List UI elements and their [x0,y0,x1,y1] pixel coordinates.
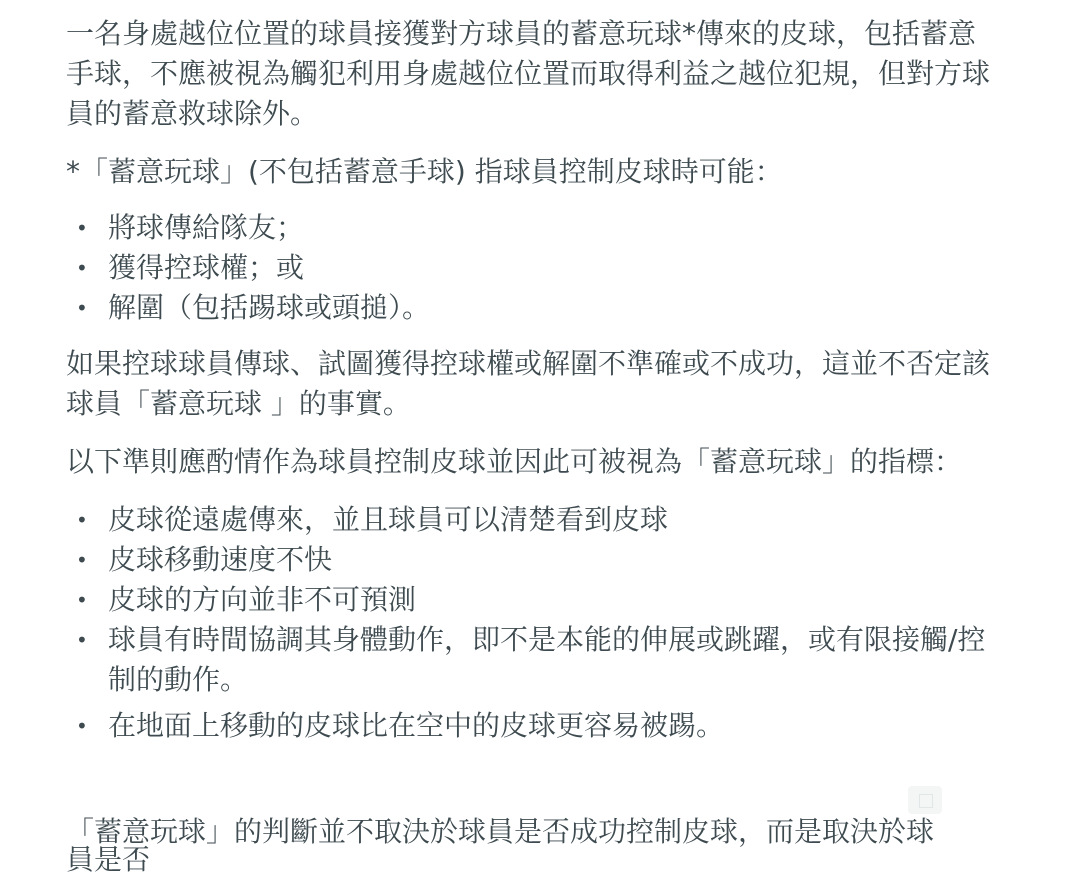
paragraph-inaccurate-play: 如果控球球員傳球、試圖獲得控球權或解圍不準確或不成功，這並不否定該球員「蓄意玩球 」的事實。 [66,347,991,420]
bullet-icon: • [76,588,88,612]
bullet-icon: • [76,714,88,738]
bullet-icon: • [76,216,88,240]
criteria-list [66,500,996,746]
list-item: • 將球傳給隊友； [66,208,996,248]
paragraph-criteria-intro: 以下準則應酌情作為球員控制皮球並因此可被視為「蓄意玩球」的指標： [66,445,963,478]
bullet-icon: • [76,296,88,320]
bullet-icon: • [76,548,88,572]
list-item: • 球員有時間協調其身體動作，即不是本能的伸展或跳躍，或有限接觸/控制的動作。 [66,620,996,700]
bullet-icon: • [76,628,88,652]
list-item: • 皮球從遠處傳來，並且球員可以清楚看到皮球 [66,500,996,540]
list-item: • 皮球的方向並非不可預測 [66,580,996,620]
bullet-icon: • [76,508,88,532]
list-item: • 解圍（包括踢球或頭搥）。 [66,288,996,328]
paragraph-offside-exception: 一名身處越位位置的球員接獲對方球員的蓄意玩球*傳來的皮球，包括蓄意手球，不應被視為觸犯利用身處越位位置而取得利益之越位犯規，但對方球員的蓄意救球除外。 [66,17,991,130]
cut-off-text-line: 「蓄意玩球」的判斷並不取決於球員是否成功控制皮球，而是取決於球員是否 [66,815,935,876]
list-item: • 在地面上移動的皮球比在空中的皮球更容易被踢。 [66,706,996,746]
article-body [66,14,996,762]
list-item: • 皮球移動速度不快 [66,540,996,580]
deliberate-play-list [66,208,996,328]
paragraph-deliberate-play-definition: *「蓄意玩球」(不包括蓄意手球) 指球員控制皮球時可能： [66,155,783,188]
list-item: • 獲得控球權；或 [66,248,996,288]
image-placeholder-icon [908,786,942,814]
bullet-icon: • [76,256,88,280]
